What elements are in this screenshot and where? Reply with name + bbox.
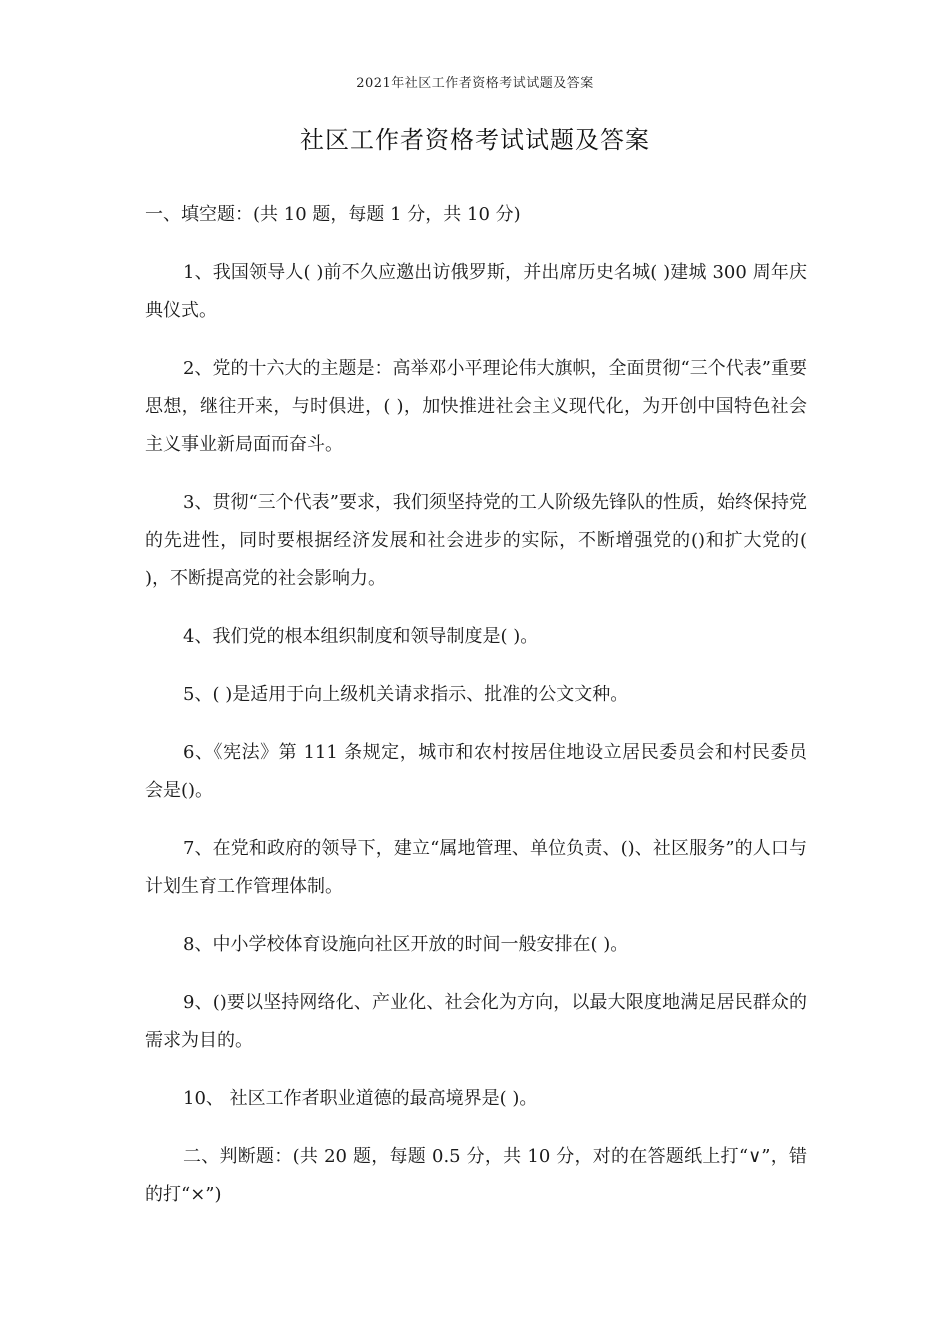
question-5: 5、( )是适用于向上级机关请求指示、批准的公文文种。 xyxy=(183,684,629,705)
running-header: 2021年社区工作者资格考试试题及答案 xyxy=(356,76,594,91)
question-3: 3、贯彻“三个代表”要求，我们须坚持党的工人阶级先锋队的性质，始终保持党的先进性，同时要根据经济发展和社会进步的实际，不断增强党的()和扩大党的( )，不断提高党的社会影响力。 xyxy=(145,492,807,589)
question-1: 1、我国领导人( )前不久应邀出访俄罗斯，并出席历史名城( )建城 300 周年庆典仪式。 xyxy=(145,262,807,321)
question-6: 6、《宪法》第 111 条规定，城市和农村按居住地设立居民委员会和村民委员会是()。 xyxy=(145,742,807,801)
question-10: 10、 社区工作者职业道德的最高境界是( )。 xyxy=(183,1088,538,1109)
question-7: 7、在党和政府的领导下，建立“属地管理、单位负责、()、社区服务”的人口与计划生育工作管理体制。 xyxy=(145,838,807,897)
question-8: 8、中小学校体育设施向社区开放的时间一般安排在( )。 xyxy=(183,934,629,955)
document-body xyxy=(145,196,807,1234)
document-title: 社区工作者资格考试试题及答案 xyxy=(300,126,650,154)
question-4: 4、我们党的根本组织制度和领导制度是( )。 xyxy=(183,626,539,647)
question-9: 9、()要以坚持网络化、产业化、社会化为方向，以最大限度地满足居民群众的需求为目的。 xyxy=(145,992,807,1051)
question-2: 2、党的十六大的主题是：高举邓小平理论伟大旗帜，全面贯彻“三个代表”重要思想，继往开来，与时俱进，( )，加快推进社会主义现代化，为开创中国特色社会主义事业新局面而奋斗。 xyxy=(145,358,807,455)
section-heading-fill-in: 一、填空题：(共 10 题，每题 1 分，共 10 分) xyxy=(145,204,521,225)
section-heading-true-false: 二、判断题：(共 20 题，每题 0.5 分，共 10 分，对的在答题纸上打“∨”，错的打“×”) xyxy=(145,1146,807,1205)
